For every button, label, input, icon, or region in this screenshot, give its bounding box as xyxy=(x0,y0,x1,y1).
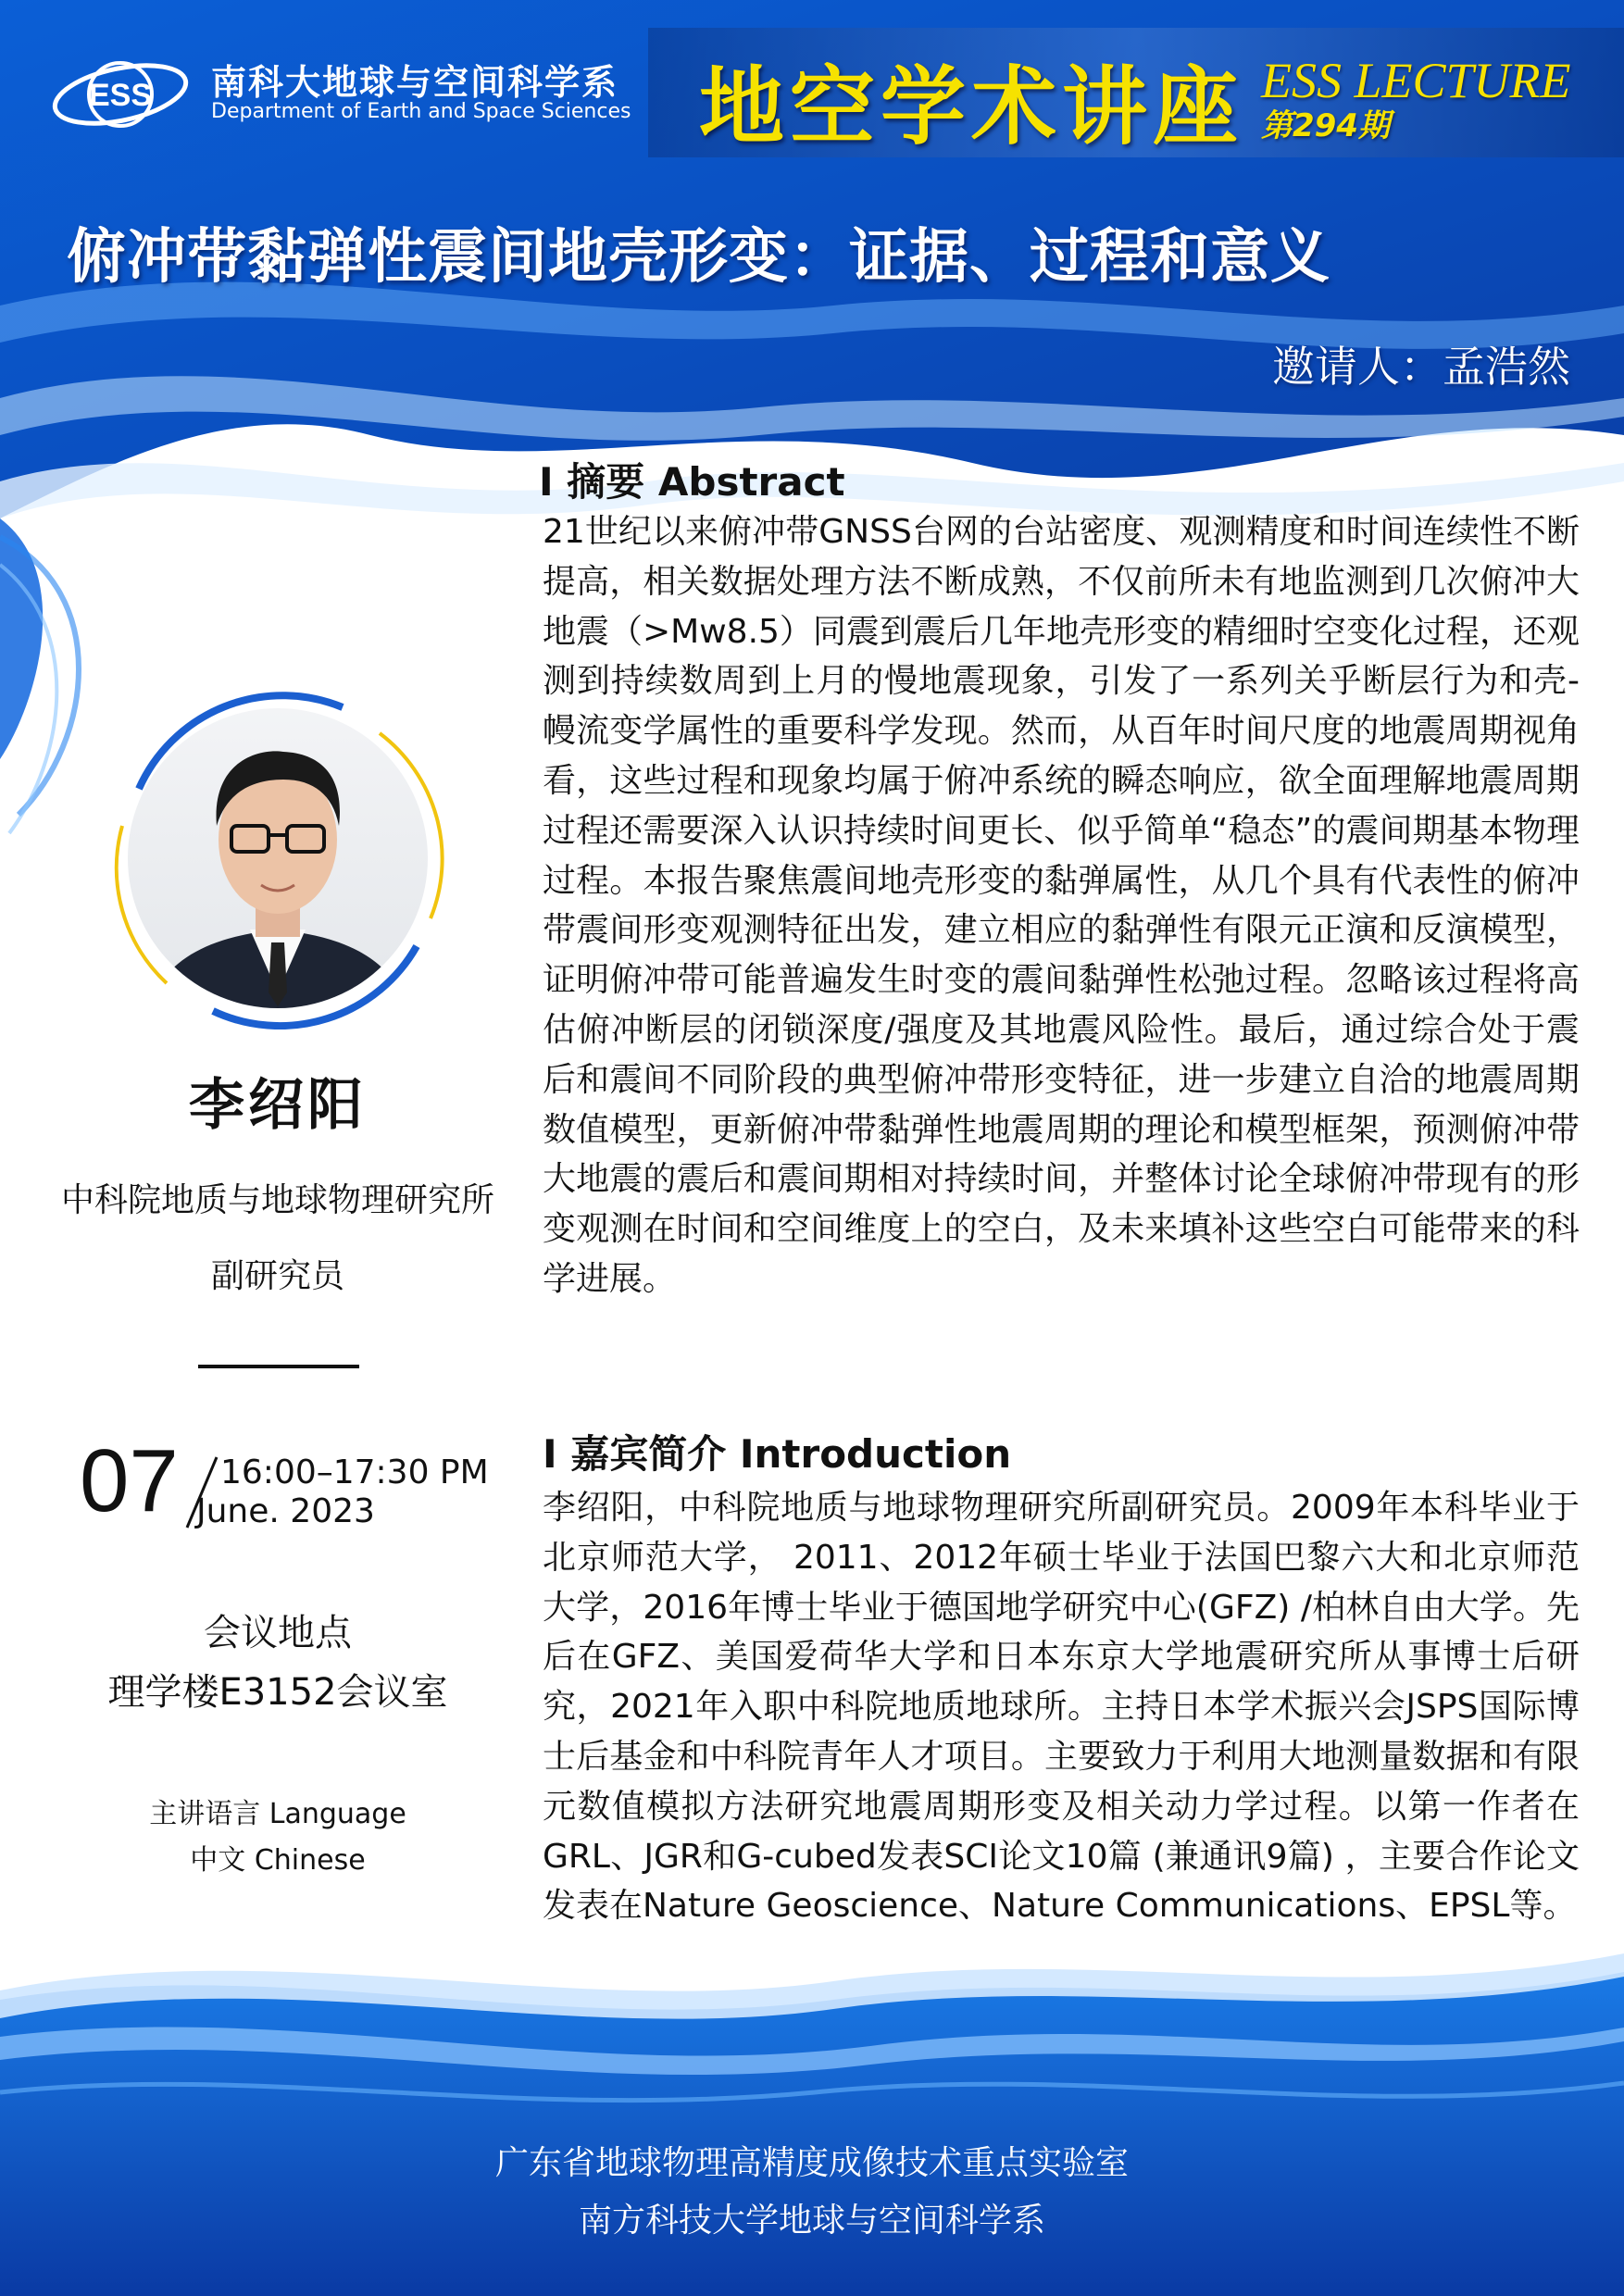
date-time: 16:00–17:30 PM xyxy=(220,1454,489,1491)
venue-label: 会议地点 xyxy=(204,1612,352,1654)
lecture-series-title: 地空学术讲座 xyxy=(699,56,1244,156)
issue-number: 第294期 xyxy=(1261,107,1390,144)
talk-title: 俯冲带黏弹性震间地壳形变：证据、过程和意义 xyxy=(67,223,1330,292)
speaker-position: 副研究员 xyxy=(210,1257,344,1295)
department-name-en: Department of Earth and Space Sciences xyxy=(211,100,631,123)
lecture-series-en: ESS LECTURE xyxy=(1261,53,1571,108)
speaker-affiliation: 中科院地质与地球物理研究所 xyxy=(60,1181,494,1219)
venue: 理学楼E3152会议室 xyxy=(107,1671,448,1714)
speaker-portrait xyxy=(102,687,454,1029)
date-day: 07 xyxy=(80,1431,179,1530)
inviter: 邀请人：孟浩然 xyxy=(1272,342,1570,392)
language-label: 主讲语言 Language xyxy=(149,1798,406,1830)
footer-lab-name: 广东省地球物理高精度成像技术重点实验室 xyxy=(494,2144,1129,2182)
language: 中文 Chinese xyxy=(190,1844,366,1877)
abstract-text: 21世纪以来俯冲带GNSS台网的台站密度、观测精度和时间连续性不断提高，相关数据处理方法不断成熟，不仅前所未有地监测到几次俯冲大地震（>Mw8.5）同震到震后几年地壳形变的精细时空变化过程，还观测到持续数周到上月的慢地震现象，引发了一系列关乎断层行为和壳-幔流变学属性的重要科学发现。然而，从百年时间尺度的地震周期视角看，这些过程和现象均属于俯冲系统的瞬态响应，欲全面理解地震周期过程还需要深入认识持续时间更长、似乎简单“稳态”的震间期基本物理过程。本报告聚焦震间地壳形变的黏弹属性，从几个具有代表性的俯冲带震间形变观测特征出发，建立相应的黏弹性有限元正演和反演模型，证明俯冲带可能普遍发生时变的震间黏弹性松弛过程。忽略该过程将高估俯冲断层的闭锁深度/强度及其地震风险性。最后，通过综合处于震后和震间不同阶段的典型俯冲带形变特征，进一步建立自洽的地震周期数值模型，更新俯冲带黏弹性地震周期的理论和模型框架，预测俯冲带大地震的震后和震间期相对持续时间，并整体讨论全球俯冲带现有的形变观测在时间和空间维度上的空白，及未来填补这些空白可能带来的科学进展。 xyxy=(543,513,1580,1298)
introduction-heading: I 嘉宾简介 Introduction xyxy=(543,1431,1012,1477)
introduction-text: 李绍阳，中科院地质与地球物理研究所副研究员。2009年本科毕业于北京师范大学， 2011、2012年硕士毕业于法国巴黎六大和北京师范大学，2016年博士毕业于德国地学研究中心(GFZ) /柏林自由大学。先后在GFZ、美国爱荷华大学和日本东京大学地震研究所从事博士后研究，2021年入职中科院地质地球所。主持日本学术振兴会JSPS国际博士后基金和中科院青年人才项目。主要致力于利用大地测量数据和有限元数值模拟方法研究地震周期形变及相关动力学过程。以第一作者在GRL、JGR和G-cubed发表SCI论文10篇 (兼通讯9篇) ，主要合作论文发表在Nature Geoscience、Nature Communications、EPSL等。 xyxy=(543,1489,1580,1926)
logo-letters: ESS xyxy=(88,78,153,113)
footer-university-name: 南方科技大学地球与空间科学系 xyxy=(578,2202,1045,2240)
department-name-cn: 南科大地球与空间科学系 xyxy=(211,62,619,103)
speaker-name: 李绍阳 xyxy=(189,1073,367,1138)
portrait-photo xyxy=(102,687,454,1029)
abstract-heading: I 摘要 Abstract xyxy=(539,459,845,505)
department-logo-icon xyxy=(48,48,196,141)
date-month-year: June. 2023 xyxy=(196,1492,375,1530)
divider xyxy=(198,1365,359,1368)
